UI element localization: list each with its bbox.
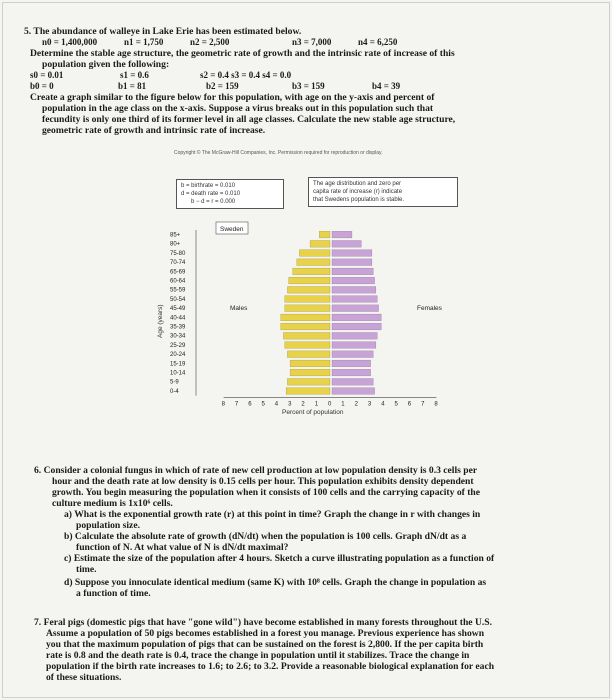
q7-line4: rate is 0.8 and the death rate is 0.4, trace the change in population until it stabilizes. Trace the change in bbox=[46, 650, 470, 661]
q5-b2: b2 = 159 bbox=[206, 81, 239, 91]
bar-females bbox=[332, 369, 371, 376]
x-tick-label: 4 bbox=[381, 401, 385, 408]
y-tick-label: 60-64 bbox=[170, 278, 186, 285]
bar-females bbox=[332, 259, 372, 266]
q6-line3: growth. You begin measuring the population when it consists of 100 cells and the carrying capacity of the bbox=[52, 487, 480, 498]
x-tick-label: 5 bbox=[261, 401, 265, 408]
y-tick-label: 15-19 bbox=[170, 361, 186, 368]
bar-males bbox=[287, 287, 330, 294]
x-tick-label: 0 bbox=[328, 401, 332, 408]
q5-b1: b1 = 81 bbox=[118, 81, 147, 91]
bar-females bbox=[332, 342, 376, 349]
q5-line1: 5. The abundance of walleye in Lake Erie has been estimated below. bbox=[24, 26, 302, 37]
y-tick-label: 25-29 bbox=[170, 342, 186, 349]
x-tick-label: 7 bbox=[421, 401, 425, 408]
q5-n0: n0 = 1,400,000 bbox=[42, 37, 98, 47]
y-tick-label: 20-24 bbox=[170, 352, 186, 359]
y-tick-label: 75-80 bbox=[170, 250, 186, 257]
x-axis-label: Percent of population bbox=[282, 409, 344, 416]
q6-line1: 6. Consider a colonial fungus in which of rate of new cell production at low population density is 0.3 cells per bbox=[34, 465, 478, 476]
q6-d-line2: a function of time. bbox=[76, 588, 151, 599]
caption-line-1: The age distribution and zero per bbox=[313, 181, 402, 187]
y-tick-label: 45-49 bbox=[170, 306, 186, 313]
bar-males bbox=[290, 369, 330, 376]
q6-b-line1: b) Calculate the absolute rate of growth (dN/dt) when the population is 100 cells. Graph dN/dt as a bbox=[64, 531, 467, 542]
y-tick-label: 10-14 bbox=[170, 370, 186, 377]
q6-line2: hour and the death rate at low density is 0.15 cells per hour. This population exhibits density dependent bbox=[52, 476, 474, 487]
y-tick-label: 85+ bbox=[170, 232, 181, 239]
bar-males bbox=[287, 351, 330, 358]
bar-males bbox=[286, 388, 330, 395]
q5-b0: b0 = 0 bbox=[30, 81, 54, 91]
q6-a-line2: population size. bbox=[76, 520, 140, 531]
x-tick-label: 3 bbox=[288, 401, 292, 408]
bar-females bbox=[332, 231, 352, 238]
bar-males bbox=[293, 268, 330, 275]
legend-deathrate: d = death rate = 0.010 bbox=[181, 191, 241, 197]
bar-males bbox=[285, 305, 330, 312]
q5-s0: s0 = 0.01 bbox=[30, 70, 64, 80]
q6-c-line1: c) Estimate the size of the population after 4 hours. Sketch a curve illustrating population as a function of bbox=[64, 553, 495, 564]
bar-females bbox=[332, 296, 377, 303]
y-tick-label: 5-9 bbox=[170, 379, 179, 386]
y-tick-label: 65-69 bbox=[170, 269, 186, 276]
bar-males bbox=[299, 250, 330, 257]
y-tick-label: 40-44 bbox=[170, 315, 186, 322]
y-tick-label: 35-39 bbox=[170, 324, 186, 331]
country-label: Sweden bbox=[220, 226, 244, 233]
x-tick-label: 1 bbox=[341, 401, 345, 408]
bar-males bbox=[285, 342, 330, 349]
q5-para-1: Create a graph similar to the figure below for this population, with age on the y-axis and percent of bbox=[30, 92, 435, 103]
x-tick-label: 4 bbox=[274, 401, 279, 408]
q6-b-line2: function of N. At what value of N is dN/dt maximal? bbox=[76, 542, 289, 553]
x-tick-label: 6 bbox=[407, 401, 412, 408]
bar-females bbox=[332, 351, 373, 358]
q6-line4: culture medium is 1x10⁶ cells. bbox=[52, 498, 173, 509]
x-tick-labels bbox=[222, 398, 439, 408]
q5-s1: s1 = 0.6 bbox=[120, 70, 149, 80]
q7-line6: of these situations. bbox=[46, 672, 122, 683]
bar-males bbox=[281, 314, 330, 321]
bar-males bbox=[319, 231, 330, 238]
bar-females bbox=[332, 305, 379, 312]
x-tick-label: 1 bbox=[314, 401, 319, 408]
x-tick-label: 3 bbox=[367, 401, 372, 408]
q5-line3: Determine the stable age structure, the geometric rate of growth and the intrinsic rate of increase of this bbox=[30, 48, 455, 59]
y-tick-label: 30-34 bbox=[170, 333, 186, 340]
y-tick-label: 0-4 bbox=[170, 388, 179, 395]
figure-legend-box bbox=[176, 179, 284, 209]
y-tick-labels bbox=[170, 230, 196, 396]
q7-line1: 7. Feral pigs (domestic pigs that have "gone wild") have become established in many forests throughout the U.S. bbox=[34, 617, 493, 628]
figure-copyright: Copyright © The McGraw-Hill Companies, Inc. Permission required for reproduction or display. bbox=[174, 150, 383, 156]
q7-line5: population if the birth rate increases to 1.6; to 2.6; to 3.2. Provide a reasonable biological explanation for each bbox=[46, 661, 495, 672]
bar-females bbox=[332, 333, 377, 340]
x-tick-label: 2 bbox=[354, 401, 358, 408]
y-tick-label: 70-74 bbox=[170, 260, 186, 267]
legend-r: b − d = r = 0.000 bbox=[191, 199, 236, 205]
q5-n1: n1 = 1,750 bbox=[124, 37, 164, 47]
q5-para-4: geometric rate of growth and intrinsic rate of increase. bbox=[42, 125, 266, 136]
bar-females bbox=[332, 360, 371, 367]
figure-caption-box bbox=[308, 177, 458, 207]
q5-s2-s4: s2 = 0.4 s3 = 0.4 s4 = 0.0 bbox=[200, 70, 292, 80]
q5-line4: population given the following: bbox=[42, 59, 170, 70]
bar-males bbox=[281, 323, 330, 330]
q6-a-line1: a) What is the exponential growth rate (r) at this point in time? Graph the change in r with changes in bbox=[64, 509, 481, 520]
females-label: Females bbox=[417, 305, 442, 312]
bar-females bbox=[332, 314, 381, 321]
bar-females bbox=[332, 388, 375, 395]
males-label: Males bbox=[230, 305, 248, 312]
x-tick-label: 5 bbox=[394, 401, 398, 408]
bar-females bbox=[332, 250, 372, 257]
x-tick-label: 8 bbox=[221, 401, 225, 408]
q7-line2: Assume a population of 50 pigs becomes established in a forest you manage. Previous experience has shown bbox=[46, 628, 485, 639]
bar-females bbox=[332, 241, 361, 248]
x-tick-label: 6 bbox=[248, 401, 252, 408]
y-tick-label: 55-59 bbox=[170, 287, 186, 294]
q5-n4: n4 = 6,250 bbox=[358, 37, 398, 47]
q5-para-2: population in the age class on the x-axis. Suppose a virus breaks out in this population such that bbox=[42, 103, 434, 114]
bar-females bbox=[332, 268, 373, 275]
y-axis-label: Age (years) bbox=[157, 304, 164, 338]
bar-males bbox=[297, 259, 330, 266]
q7-line3: you that the maximum population of pigs that can be sustained on the forest is 2,800. If the per capita birth bbox=[46, 639, 484, 650]
bar-males bbox=[283, 333, 330, 340]
bar-males bbox=[310, 241, 330, 248]
bar-males bbox=[289, 277, 330, 284]
bar-males bbox=[290, 360, 330, 367]
population-pyramid-chart bbox=[150, 218, 470, 418]
bar-females bbox=[332, 379, 373, 386]
caption-line-3: that Swedens population is stable. bbox=[313, 197, 405, 203]
q6-d-line1: d) Suppose you innoculate identical medium (same K) with 10⁸ cells. Graph the change in population as bbox=[64, 577, 487, 588]
caption-line-2: capita rate of increase (r) indicate bbox=[313, 189, 403, 195]
q5-n2: n2 = 2,500 bbox=[190, 37, 230, 47]
legend-birthrate: b = birthrate = 0.010 bbox=[181, 183, 236, 189]
x-tick-label: 7 bbox=[234, 401, 239, 408]
y-tick-label: 50-54 bbox=[170, 296, 186, 303]
bar-females bbox=[332, 323, 381, 330]
q5-b4: b4 = 39 bbox=[372, 81, 401, 91]
y-tick-label: 80+ bbox=[170, 241, 181, 248]
q5-b3: b3 = 159 bbox=[292, 81, 325, 91]
bar-males bbox=[287, 379, 330, 386]
q5-para-3: fecundity is only one third of its former level in all age classes. Calculate the new stable age structure, bbox=[42, 114, 456, 125]
q6-c-line2: time. bbox=[76, 564, 97, 575]
bar-males bbox=[285, 296, 330, 303]
bar-females bbox=[332, 277, 375, 284]
x-tick-label: 2 bbox=[301, 401, 305, 408]
q5-n3: n3 = 7,000 bbox=[292, 37, 332, 47]
bars-group bbox=[281, 231, 381, 394]
bar-females bbox=[332, 287, 376, 294]
x-tick-label: 8 bbox=[434, 401, 438, 408]
